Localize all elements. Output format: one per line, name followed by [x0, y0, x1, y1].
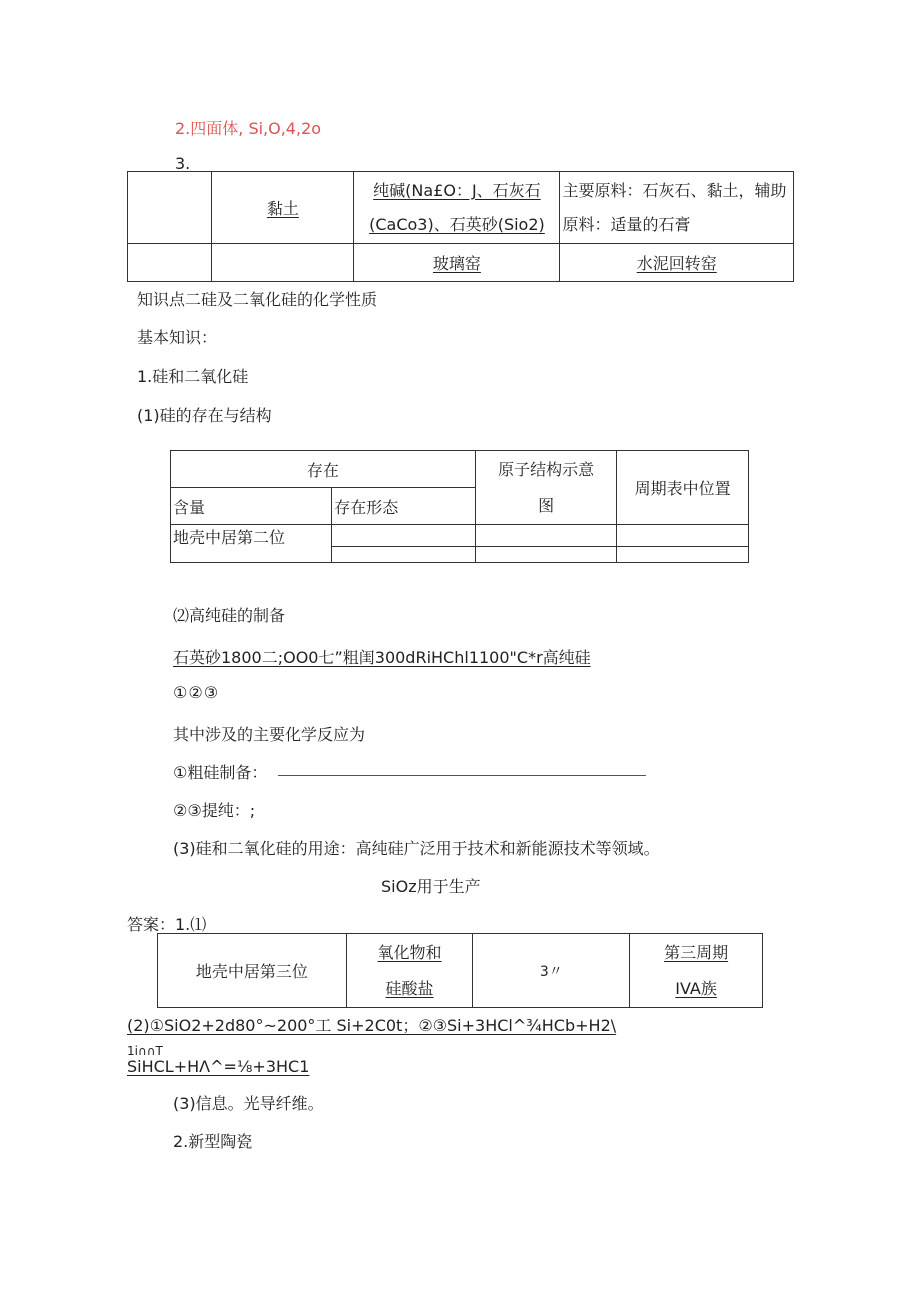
header-content: 含量: [171, 488, 332, 525]
cell-content-value: 地壳中居第二位: [171, 525, 332, 563]
answer-equation-condition: 1i∩∩T: [127, 1044, 163, 1058]
header-form: 存在形态: [332, 488, 476, 525]
sub-1-heading: (1)硅的存在与结构: [137, 406, 272, 425]
answer-table: [157, 933, 763, 1008]
table1-cell-cement-kiln: 水泥回转窑: [560, 244, 794, 282]
answer-label: 答案：1.⑴: [127, 915, 207, 934]
answer-cell-period: 第三周期 IVA族: [630, 934, 763, 1008]
prep-chain: 石英砂1800二;OO0七”粗闺300dRiHChl1100"C*r高纯硅: [173, 648, 591, 667]
cell-empty: [475, 525, 617, 547]
header-existence: 存在: [171, 451, 476, 488]
table1-cell-glass-kiln: 玻璃窑: [354, 244, 560, 282]
table1-cell-cement-materials: 主要原料：石灰石、黏土，辅助 原料：适量的石膏: [560, 172, 794, 244]
reactions-intro: 其中涉及的主要化学反应为: [173, 725, 366, 744]
item-3-label: 3.: [175, 154, 191, 173]
sio2-use-text: SiOz用于生产: [381, 877, 481, 896]
cell-empty: [617, 525, 749, 547]
cell-empty: [332, 525, 476, 547]
section-heading: 知识点二硅及二氧化硅的化学性质: [137, 290, 378, 309]
table1-cell-glass-materials: 纯碱(Na£O：J、石灰石 (CaCo3)、石英砂(Sio2): [354, 172, 560, 244]
silicon-existence-table: [170, 450, 749, 563]
cell-empty: [475, 547, 617, 563]
crude-answer-line: [278, 775, 646, 776]
answer-equations-2: SiHCL+HΛ^=⅛+3HC1: [127, 1057, 310, 1076]
header-periodic-position: 周期表中位置: [617, 451, 749, 525]
prep-steps: ①②③: [173, 683, 220, 702]
materials-table: [127, 171, 794, 282]
answer-cell-structure: 3〃: [473, 934, 630, 1008]
crude-silicon-label: ①粗硅制备：: [173, 763, 268, 782]
table1-cell-empty: [212, 244, 354, 282]
item-2-answer: 2.四面体, Si,O,4,2o: [175, 119, 322, 138]
answer-equations-1: (2)①SiO2+2d80°~200°工 Si+2C0t；②③Si+3HCl^¾HCb+H2\: [127, 1016, 617, 1035]
uses-text: (3)硅和二氧化硅的用途：高纯硅广泛用于技术和新能源技术等领域。: [173, 839, 660, 858]
table1-cell-empty: [128, 172, 212, 244]
prep-title: ⑵高纯硅的制备: [173, 606, 286, 625]
table1-cell-empty: [128, 244, 212, 282]
cell-empty: [332, 547, 476, 563]
answer-cell-content: 地壳中居第三位: [158, 934, 347, 1008]
purify-label: ②③提纯：;: [173, 801, 256, 820]
answer-item-3: (3)信息。光导纤维。: [173, 1094, 324, 1113]
basic-knowledge-label: 基本知识：: [137, 328, 218, 347]
header-atomic-structure: 原子结构示意 图: [475, 451, 617, 525]
answer-cell-form: 氧化物和 硅酸盐: [346, 934, 473, 1008]
item-2-new-ceramics: 2.新型陶瓷: [173, 1132, 253, 1151]
table1-cell-clay: 黏土: [212, 172, 354, 244]
cell-empty: [617, 547, 749, 563]
item-1-heading: 1.硅和二氧化硅: [137, 367, 249, 386]
